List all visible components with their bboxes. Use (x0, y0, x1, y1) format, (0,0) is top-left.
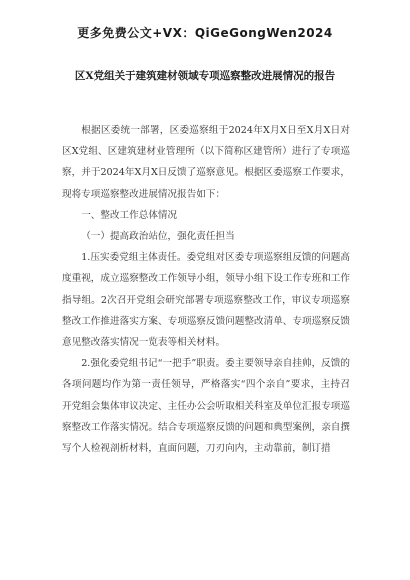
paragraph-item-2: 2.强化委党组书记“一把手”职责。委主要领导亲自挂帅，反馈的各项问题均作为第一责任领导，严格落实“四个亲自”要求，主持召开党组会集体审议决定、主任办公会听取相关科室及单位汇报专项巡察整改工作落实情况。结合专项巡察反馈的问题和典型案例，亲自撰写个人检视剖析材料，直面问题，刀刃向内，主动靠前，制订措 (62, 358, 350, 455)
document-body (62, 120, 350, 459)
watermark-header: 更多免费公文+VX：QiGeGongWen2024 (77, 26, 333, 40)
document-title: 区X党组关于建筑建材领域专项巡察整改进展情况的报告 (74, 70, 336, 82)
subsection-heading-1: （一）提高政治站位，强化责任担当 (81, 231, 235, 243)
paragraph-item-1: 1.压实委党组主体责任。委党组对区委专项巡察组反馈的问题高度重视，成立巡察整改工作领导小组，领导小组下设工作专班和工作指导组。2次召开党组会研究部署专项巡察整改工作，审议专项巡察整改工作推进落实方案、专项巡察反馈问题整改清单、专项巡察反馈意见整改落实情况一览表等相关材料。 (62, 252, 350, 349)
section-heading-1: 一、整改工作总体情况 (81, 209, 178, 221)
intro-paragraph: 根据区委统一部署，区委巡察组于2024年X月X日至X月X日对区X党组、区建筑建材业管理所（以下简称区建管所）进行了专项巡察，并于2024年X月X日反馈了巡察意见。根据区委巡察工作要求，现将专项巡察整改进展情况报告如下： (62, 125, 350, 200)
